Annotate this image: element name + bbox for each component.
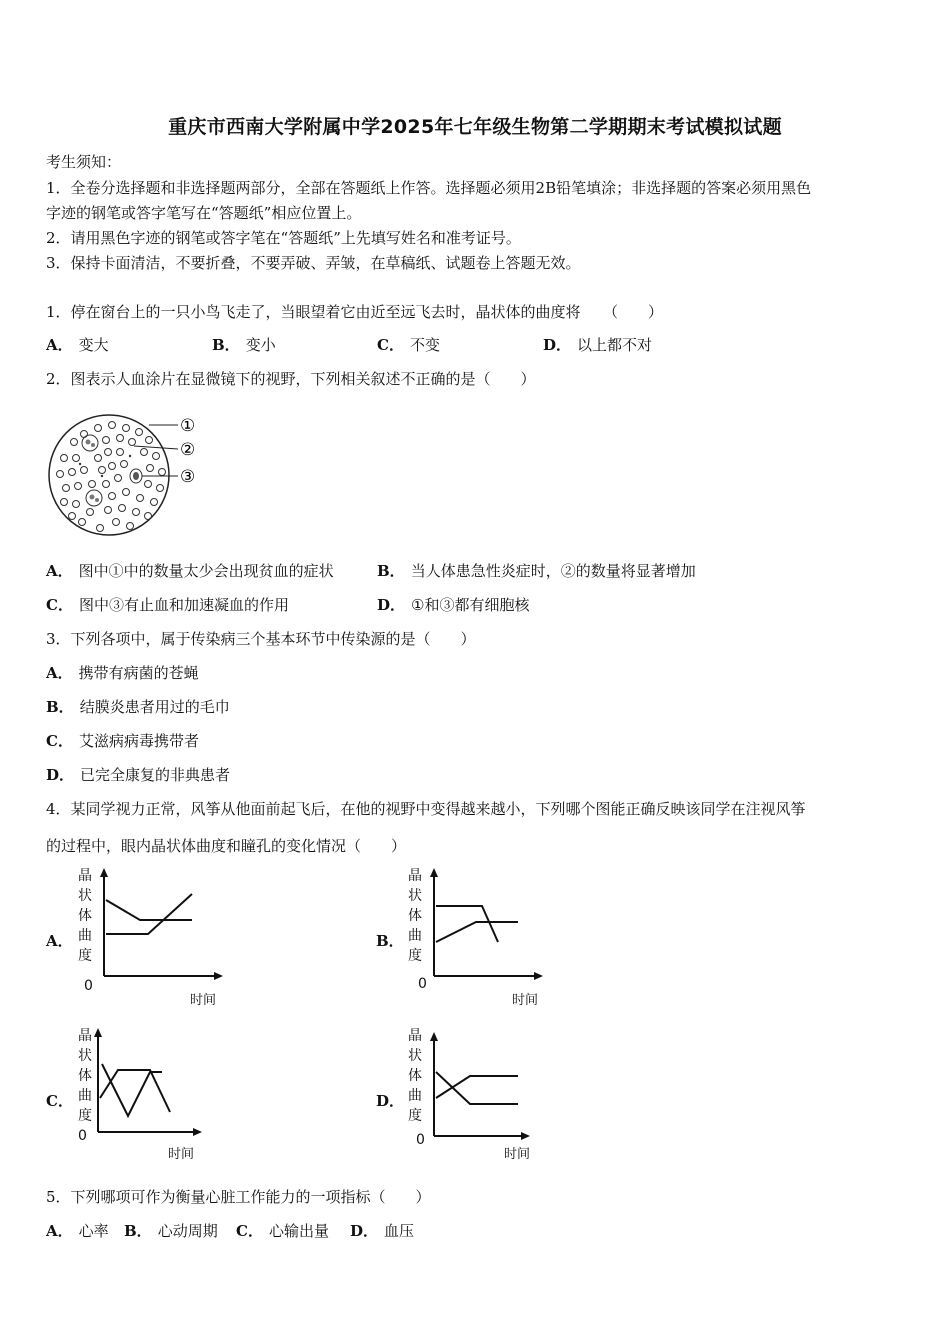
option-letter: C． <box>236 1222 263 1240</box>
q5-option-a[interactable] <box>46 1222 109 1240</box>
notice-item: 字迹的钢笔或答字笔写在“答题纸”相应位置上。 <box>46 204 362 222</box>
question-3-stem: 3．下列各项中，属于传染病三个基本环节中传染源的是（ ） <box>46 630 476 648</box>
q4-option-a-label[interactable]: A． <box>46 932 73 950</box>
option-text: 心率 <box>78 1222 109 1240</box>
y-axis-label-char: 体 <box>408 908 422 924</box>
curve-fluctuating <box>100 1070 170 1112</box>
notice-item: 2．请用黑色字迹的钢笔或答字笔在“答题纸”上先填写姓名和准考证号。 <box>46 229 521 247</box>
option-letter: B． <box>124 1222 152 1240</box>
curve-increasing <box>106 894 192 934</box>
y-axis-label-char: 晶 <box>78 1028 92 1044</box>
y-axis-arrow <box>94 1028 102 1037</box>
origin-label: 0 <box>78 1128 87 1144</box>
blood-smear-figure <box>46 412 216 540</box>
x-axis-label: 时间 <box>504 1147 531 1162</box>
q4-option-b-label[interactable]: B． <box>376 932 404 950</box>
figure-label-2: ② <box>180 440 196 460</box>
y-axis-label-char: 状 <box>78 1048 92 1064</box>
q4-graph-c[interactable] <box>72 1024 232 1169</box>
y-axis-label-char: 度 <box>78 948 92 964</box>
q2-option-b[interactable] <box>377 562 696 580</box>
option-letter: C． <box>46 596 73 614</box>
q4-graph-b[interactable] <box>402 864 562 1009</box>
option-letter: D． <box>46 766 75 784</box>
y-axis-label-char: 度 <box>408 1108 422 1124</box>
y-axis-arrow <box>430 1032 438 1041</box>
q4-option-d-label[interactable]: D． <box>376 1092 405 1110</box>
curve-increasing <box>436 922 518 942</box>
q4-graph-d[interactable] <box>402 1024 562 1169</box>
q4-option-c-label[interactable]: C． <box>46 1092 73 1110</box>
notice-item: 3．保持卡面清洁，不要折叠，不要弄破、弄皱，在草稿纸、试题卷上答题无效。 <box>46 254 581 272</box>
option-text: 当人体患急性炎症时，②的数量将显著增加 <box>410 562 696 580</box>
q2-option-a[interactable] <box>46 562 334 580</box>
q3-option-a[interactable] <box>46 664 199 682</box>
y-axis-label-char: 晶 <box>408 1028 422 1044</box>
option-text: 变小 <box>245 336 276 354</box>
x-axis-arrow <box>193 1128 202 1136</box>
notice-heading: 考生须知： <box>46 153 122 171</box>
option-text: 心动周期 <box>157 1222 218 1240</box>
x-axis-arrow <box>534 972 543 980</box>
option-text: 携带有病菌的苍蝇 <box>78 664 199 682</box>
y-axis-label-char: 体 <box>408 1068 422 1084</box>
option-text: 图中③有止血和加速凝血的作用 <box>78 596 289 614</box>
y-axis-label-char: 体 <box>78 908 92 924</box>
option-letter: A． <box>46 336 73 354</box>
y-axis-arrow <box>430 868 438 877</box>
y-axis-label-char: 度 <box>78 1108 92 1124</box>
option-text: 已完全康复的非典患者 <box>80 766 231 784</box>
option-letter: D． <box>377 596 406 614</box>
x-axis-label: 时间 <box>512 993 539 1008</box>
origin-label: 0 <box>418 976 427 992</box>
option-letter: C． <box>46 732 73 750</box>
origin-label: 0 <box>84 978 93 994</box>
option-text: ①和③都有细胞核 <box>411 596 530 614</box>
figure-label-1: ① <box>180 416 196 436</box>
option-text: 血压 <box>384 1222 415 1240</box>
label-leader-line <box>134 446 178 449</box>
q1-option-a[interactable] <box>46 336 109 354</box>
q1-option-d[interactable] <box>543 336 652 354</box>
y-axis-label-char: 度 <box>408 948 422 964</box>
option-letter: B． <box>212 336 240 354</box>
option-letter: A． <box>46 562 73 580</box>
question-2-stem: 2．图表示人血涂片在显微镜下的视野，下列相关叙述不正确的是（ ） <box>46 370 536 388</box>
option-text: 结膜炎患者用过的毛巾 <box>79 698 230 716</box>
q2-option-c[interactable] <box>46 596 289 614</box>
q4-graph-a[interactable] <box>72 864 232 1009</box>
q5-option-c[interactable] <box>236 1222 329 1240</box>
page-title: 重庆市西南大学附属中学2025年七年级生物第二学期期末考试模拟试题 <box>168 116 782 138</box>
q5-option-d[interactable] <box>350 1222 414 1240</box>
option-text: 以上都不对 <box>577 336 653 354</box>
option-text: 不变 <box>409 336 440 354</box>
origin-label: 0 <box>416 1132 425 1148</box>
x-axis-label: 时间 <box>190 993 217 1008</box>
option-letter: D． <box>350 1222 379 1240</box>
question-1-stem: 1．停在窗台上的一只小鸟飞走了，当眼望着它由近至远飞去时，晶状体的曲度将 （ ） <box>46 303 664 321</box>
option-letter: B． <box>46 698 74 716</box>
option-letter: D． <box>543 336 572 354</box>
y-axis-label-char: 晶 <box>78 868 92 884</box>
option-letter: A． <box>46 664 73 682</box>
option-text: 艾滋病病毒携带者 <box>78 732 199 750</box>
curve-decreasing <box>106 900 192 920</box>
x-axis-arrow <box>521 1132 530 1140</box>
y-axis-label-char: 状 <box>78 888 92 904</box>
figure-label-3: ③ <box>180 467 196 487</box>
option-text: 心输出量 <box>268 1222 329 1240</box>
curve-fluctuating <box>102 1064 162 1116</box>
q3-option-b[interactable] <box>46 698 230 716</box>
x-axis-arrow <box>214 972 223 980</box>
y-axis-label-char: 曲 <box>78 1088 92 1104</box>
notice-item: 1．全卷分选择题和非选择题两部分，全部在答题纸上作答。选择题必须用2B铅笔填涂；非选择题的答案必须用黑色 <box>46 179 812 197</box>
question-4-stem: 4．某同学视力正常，风筝从他面前起飞后，在他的视野中变得越来越小，下列哪个图能正确反映该同学在注视风筝 <box>46 800 806 818</box>
y-axis-label-char: 曲 <box>408 1088 422 1104</box>
y-axis-arrow <box>100 868 108 877</box>
option-letter: C． <box>377 336 404 354</box>
y-axis-label-char: 曲 <box>78 928 92 944</box>
question-5-stem: 5．下列哪项可作为衡量心脏工作能力的一项指标（ ） <box>46 1188 431 1206</box>
q3-option-d[interactable] <box>46 766 230 784</box>
option-letter: B． <box>377 562 405 580</box>
question-4-stem: 的过程中，眼内晶状体曲度和瞳孔的变化情况（ ） <box>46 837 407 855</box>
option-text: 变大 <box>78 336 109 354</box>
y-axis-label-char: 晶 <box>408 868 422 884</box>
q2-option-d[interactable] <box>377 596 529 614</box>
q3-option-c[interactable] <box>46 732 199 750</box>
x-axis-label: 时间 <box>168 1147 195 1162</box>
y-axis-label-char: 状 <box>408 888 422 904</box>
option-text: 图中①中的数量太少会出现贫血的症状 <box>78 562 334 580</box>
q1-option-c[interactable] <box>377 336 440 354</box>
y-axis-label-char: 体 <box>78 1068 92 1084</box>
q1-option-b[interactable] <box>212 336 276 354</box>
y-axis-label-char: 曲 <box>408 928 422 944</box>
curve-increasing <box>436 1076 518 1098</box>
y-axis-label-char: 状 <box>408 1048 422 1064</box>
q5-option-b[interactable] <box>124 1222 218 1240</box>
option-letter: A． <box>46 1222 73 1240</box>
